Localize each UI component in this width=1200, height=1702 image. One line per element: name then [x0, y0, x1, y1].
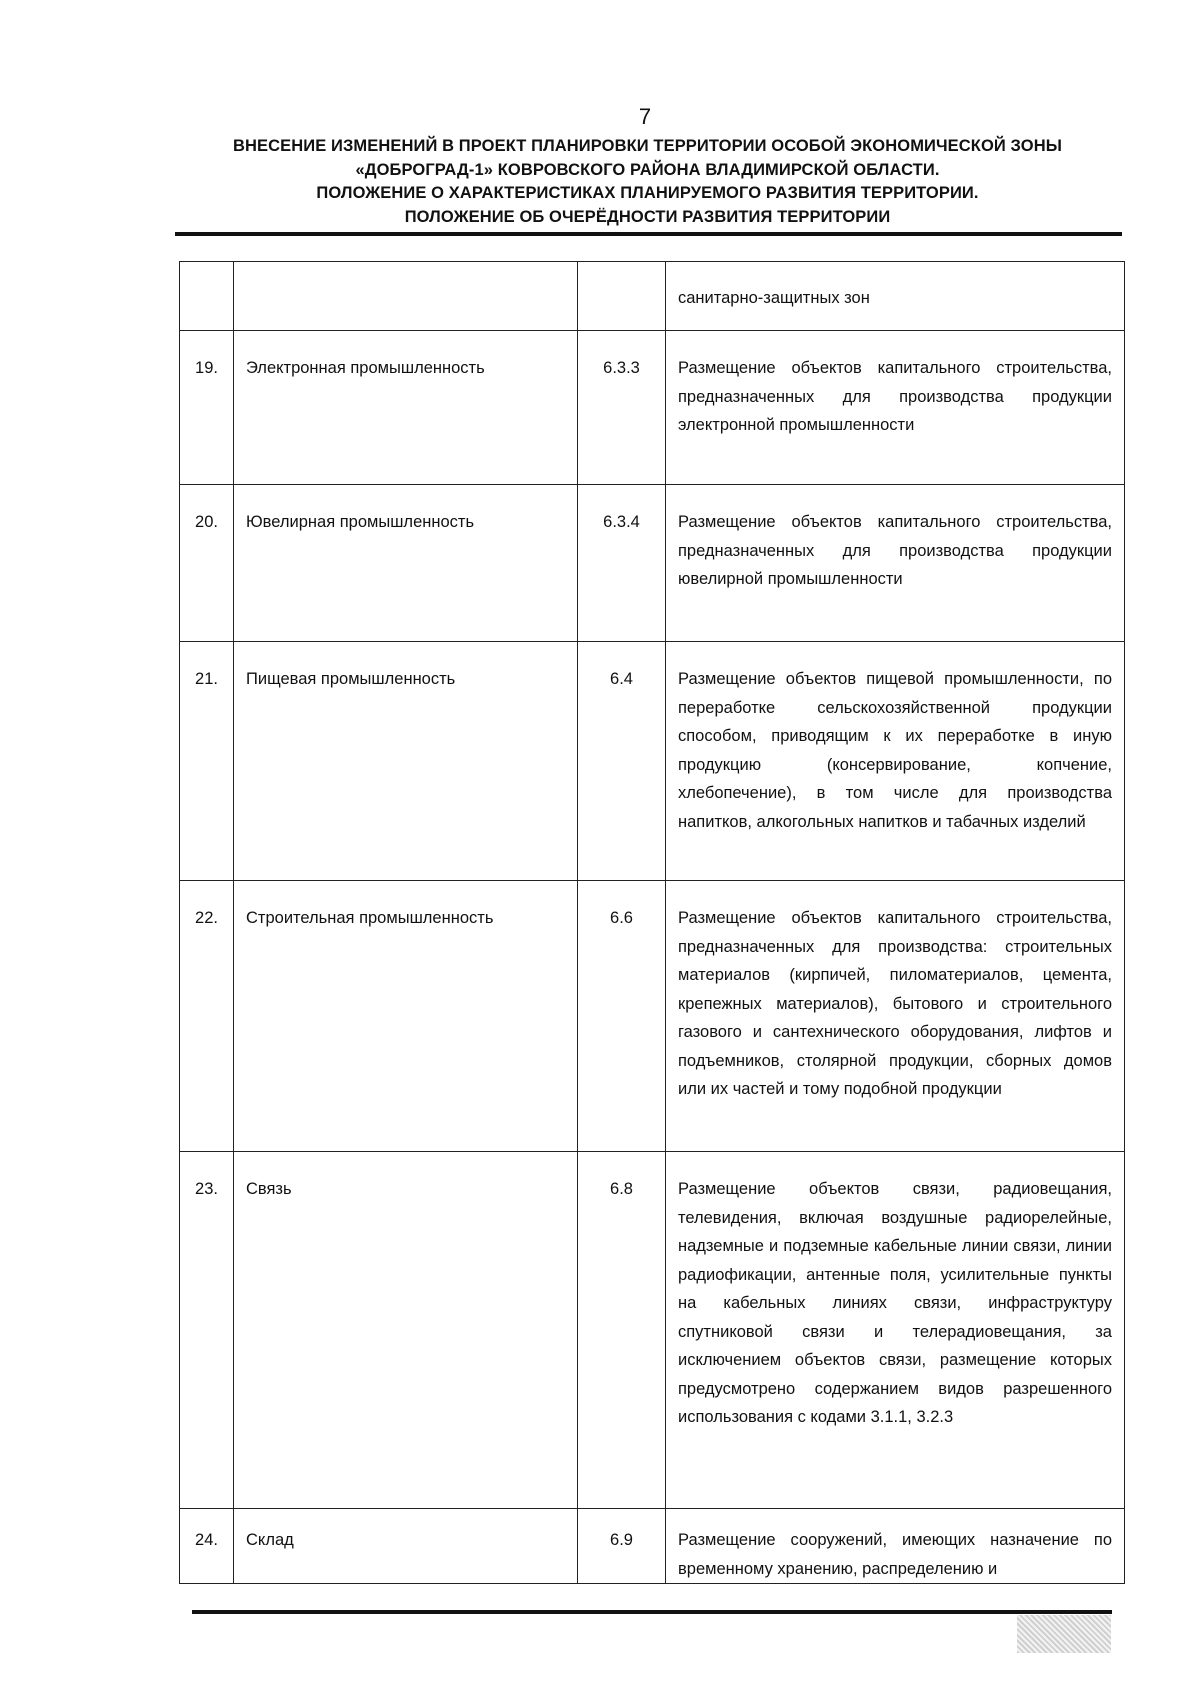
row-number: 20.	[180, 485, 234, 642]
land-use-code: 6.9	[578, 1509, 666, 1584]
land-use-name: Строительная промышленность	[234, 881, 578, 1152]
land-use-description: Размещение объектов капитального строительства, предназначенных для производства продукции электронной промышленности	[666, 331, 1125, 485]
header-line-3: ПОЛОЖЕНИЕ О ХАРАКТЕРИСТИКАХ ПЛАНИРУЕМОГО РАЗВИТИЯ ТЕРРИТОРИИ.	[316, 184, 979, 202]
row-number: 22.	[180, 881, 234, 1152]
land-use-code: 6.8	[578, 1152, 666, 1509]
page-number: 7	[638, 104, 652, 129]
land-use-description: Размещение объектов капитального строительства, предназначенных для производства продукции ювелирной промышленности	[666, 485, 1125, 642]
table-row	[180, 642, 1125, 881]
land-use-code: 6.6	[578, 881, 666, 1152]
table-row	[180, 485, 1125, 642]
header-line-2: «ДОБРОГРАД-1» КОВРОВСКОГО РАЙОНА ВЛАДИМИРСКОЙ ОБЛАСТИ.	[355, 160, 940, 179]
header-line-4: ПОЛОЖЕНИЕ ОБ ОЧЕРЁДНОСТИ РАЗВИТИЯ ТЕРРИТОРИИ	[404, 207, 891, 226]
land-use-description: Размещение сооружений, имеющих назначение по временному хранению, распределению и	[666, 1509, 1125, 1584]
footer-divider	[192, 1610, 1112, 1614]
land-use-code: 6.4	[578, 642, 666, 881]
row-number: 19.	[180, 331, 234, 485]
row-number	[180, 262, 234, 331]
land-use-name: Ювелирная промышленность	[234, 485, 578, 642]
land-use-code: 6.3.4	[578, 485, 666, 642]
header-divider	[175, 232, 1122, 236]
row-number: 23.	[180, 1152, 234, 1509]
land-use-code	[578, 262, 666, 331]
land-use-description: санитарно-защитных зон	[666, 262, 1125, 331]
table-row	[180, 881, 1125, 1152]
land-use-description: Размещение объектов капитального строительства, предназначенных для производства: строительных материалов (кирпичей, пиломатериалов, цемента, крепежных материалов), бытового и строительного газового и сантехнического оборудования, лифтов и подъемников, столярной продукции, сборных домов или их частей и тому подобной продукции	[666, 881, 1125, 1152]
land-use-name: Пищевая промышленность	[234, 642, 578, 881]
land-use-name: Связь	[234, 1152, 578, 1509]
table-row	[180, 1152, 1125, 1509]
document-header	[175, 135, 1120, 229]
land-use-code: 6.3.3	[578, 331, 666, 485]
table-row	[180, 1509, 1125, 1584]
header-line-1: ВНЕСЕНИЕ ИЗМЕНЕНИЙ В ПРОЕКТ ПЛАНИРОВКИ ТЕРРИТОРИИ ОСОБОЙ ЭКОНОМИЧЕСКОЙ ЗОНЫ	[233, 137, 1062, 155]
land-use-name	[234, 262, 578, 331]
row-number: 21.	[180, 642, 234, 881]
table-row-continuation	[180, 262, 1125, 331]
land-use-name: Склад	[234, 1509, 578, 1584]
land-use-description: Размещение объектов связи, радиовещания, телевидения, включая воздушные радиорелейные, надземные и подземные кабельные линии связи, линии радиофикации, антенные поля, усилительные пункты на кабельных линиях связи, инфраструктуру спутниковой связи и телерадиовещания, за исключением объектов связи, размещение которых предусмотрено содержанием видов разрешенного использования с кодами 3.1.1, 3.2.3	[666, 1152, 1125, 1509]
table-row	[180, 331, 1125, 485]
land-use-description: Размещение объектов пищевой промышленности, по переработке сельскохозяйственной продукции способом, приводящим к их переработке в иную продукцию (консервирование, копчение, хлебопечение), в том числе для производства напитков, алкогольных напитков и табачных изделий	[666, 642, 1125, 881]
land-use-table	[179, 261, 1125, 1584]
stamp-mark	[1017, 1615, 1111, 1653]
row-number: 24.	[180, 1509, 234, 1584]
land-use-name: Электронная промышленность	[234, 331, 578, 485]
